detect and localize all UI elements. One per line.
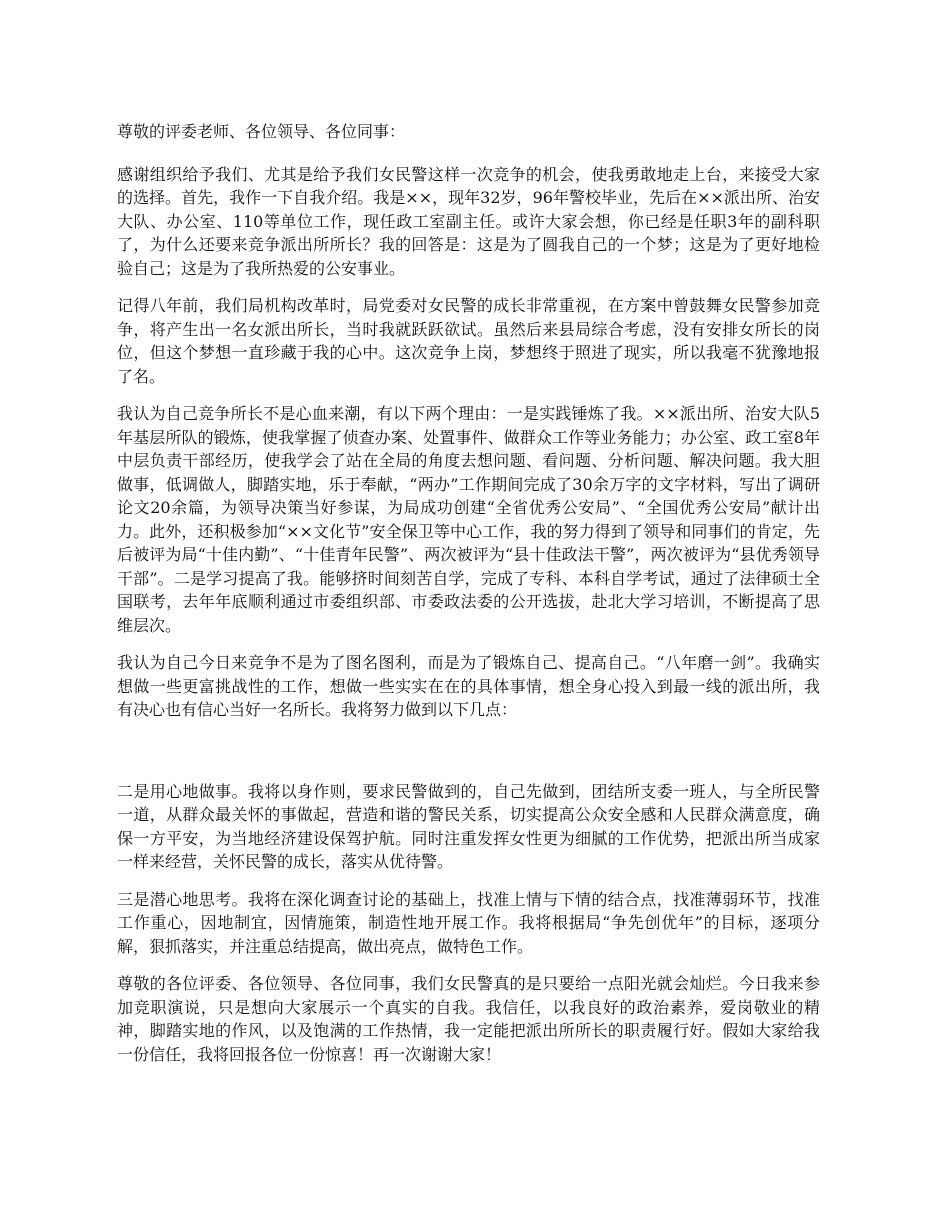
paragraph-purpose: 我认为自己今日来竞争不是为了图名图利，而是为了锻炼自己、提高自己。“八年磨一剑”。我确实想做一些更富挑战性的工作，想做一些实实在在的具体事情，想全身心投入到最一线的派出所，我有决心也有信心当好一名所长。我将努力做到以下几点： xyxy=(117,653,820,719)
paragraph-dream: 记得八年前，我们局机构改革时，局党委对女民警的成长非常重视，在方案中曾鼓舞女民警参加竞争，将产生出一名女派出所长，当时我就跃跃欲试。虽然后来县局综合考虑，没有安排女所长的岗位，但这个梦想一直珍藏于我的心中。这次竞争上岗，梦想终于照进了现实，所以我毫不犹豫地报了名。 xyxy=(117,296,820,386)
paragraph-intro: 感谢组织给予我们、尤其是给予我们女民警这样一次竞争的机会，使我勇敢地走上台，来接受大家的选择。首先，我作一下自我介绍。我是××，现年32岁，96年警校毕业，先后在××派出所、治安大队、办公室、110等单位工作，现任政工室副主任。或许大家会想，你已经是任职3年的副科职了，为什么还要来竞争派出所所长？我的回答是：这是为了圆我自己的一个梦；这是为了更好地检验自己；这是为了我所热爱的公安事业。 xyxy=(117,164,820,278)
salutation: 尊敬的评委老师、各位领导、各位同事： xyxy=(117,122,406,141)
paragraph-closing: 尊敬的各位评委、各位领导、各位同事，我们女民警真的是只要给一点阳光就会灿烂。今日我来参加竞职演说，只是想向大家展示一个真实的自我。我信任，以我良好的政治素养，爱岗敬业的精神，脚踏实地的作风，以及饱满的工作热情，我一定能把派出所所长的职责履行好。假如大家给我一份信任，我将回报各位一份惊喜！再一次谢谢大家！ xyxy=(117,974,820,1064)
blank-gap xyxy=(117,722,820,780)
paragraph-reasons: 我认为自己竞争所长不是心血来潮，有以下两个理由：一是实践锤炼了我。××派出所、治安大队5年基层所队的锻炼，使我掌握了侦查办案、处置事件、做群众工作等业务能力；办公室、政工室8年中层负责干部经历，使我学会了站在全局的角度去想问题、看问题、分析问题、解决问题。我大胆做事，低调做人，脚踏实地，乐于奉献，“两办”工作期间完成了30余万字的文字材料，写出了调研论文20余篇，为领导决策当好参谋，为局成功创建“全省优秀公安局”、“全国优秀公安局”献计出力。此外，还积极参加“××文化节”安全保卫等中心工作，我的努力得到了领导和同事们的肯定，先后被评为局“十佳内勤”、“十佳青年民警”、两次被评为“县十佳政法干警”，两次被评为“县优秀领导干部”。二是学习提高了我。能够挤时间刻苦自学，完成了专科、本科自学考试，通过了法律硕士全国联考，去年年底顺利通过市委组织部、市委政法委的公开选拔，赴北大学习培训，不断提高了思维层次。 xyxy=(117,404,820,635)
paragraph-point-two: 二是用心地做事。我将以身作则，要求民警做到的，自己先做到，团结所支委一班人，与全所民警一道，从群众最关怀的事做起，营造和谐的警民关系，切实提高公众安全感和人民群众满意度，确保一方平安，为当地经济建设保驾护航。同时注重发挥女性更为细腻的工作优势，把派出所当成家一样来经营，关怀民警的成长，落实从优待警。 xyxy=(117,781,820,871)
paragraph-point-three: 三是潜心地思考。我将在深化调查讨论的基础上，找准上情与下情的结合点，找准薄弱环节，找准工作重心，因地制宜，因情施策，制造性地开展工作。我将根据局“争先创优年”的目标，逐项分解，狠抓落实，并注重总结提高，做出亮点，做特色工作。 xyxy=(117,889,820,956)
